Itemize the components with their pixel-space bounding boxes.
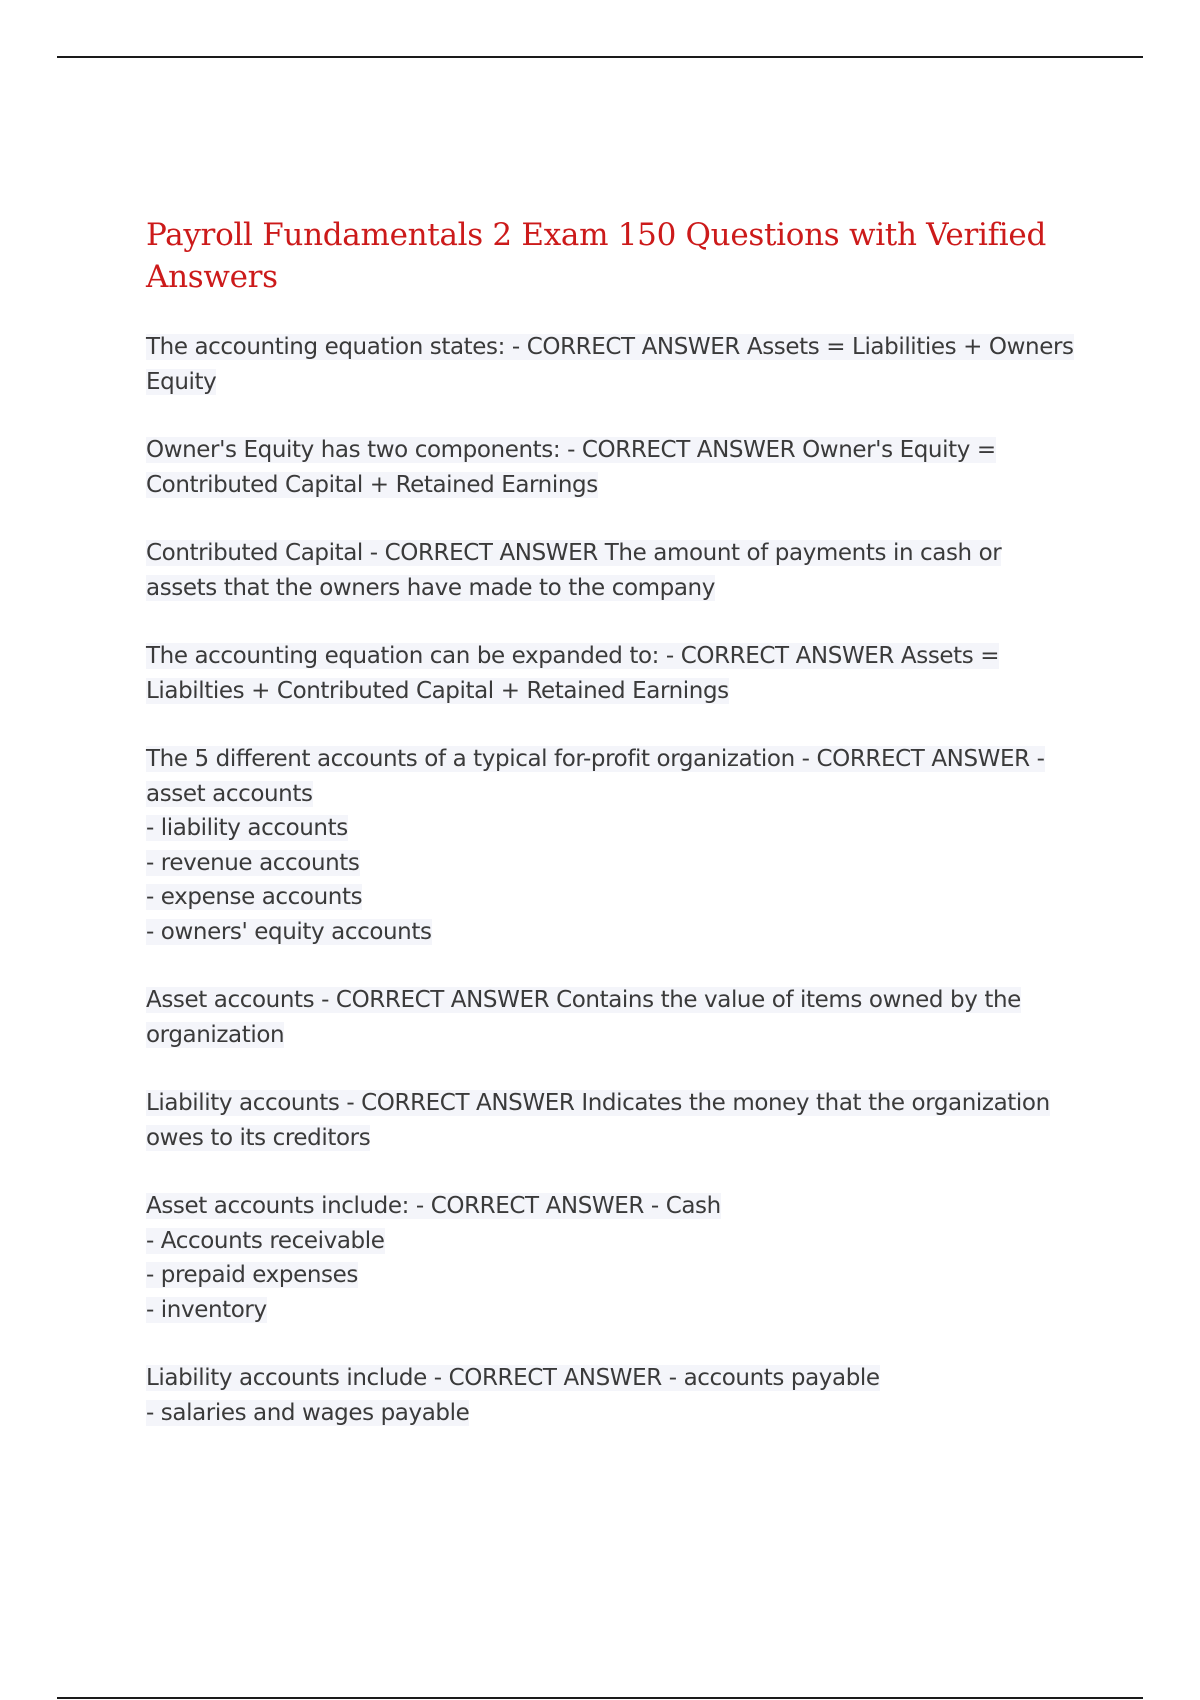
qa-line: - liability accounts	[146, 815, 348, 841]
qa-line: Contributed Capital + Retained Earnings	[146, 471, 598, 498]
qa-line: Asset accounts - CORRECT ANSWER Contains the value of items owned by the	[146, 987, 1021, 1013]
qa-line: organization	[146, 1021, 285, 1048]
qa-line: Owner's Equity has two components: - CORRECT ANSWER Owner's Equity =	[146, 437, 996, 463]
qa-entry	[146, 983, 1090, 1052]
qa-entry	[146, 639, 1090, 708]
qa-line: - revenue accounts	[146, 849, 360, 876]
qa-entry	[146, 433, 1090, 502]
qa-line: Liabilties + Contributed Capital + Retained Earnings	[146, 677, 729, 704]
qa-line: Liability accounts include - CORRECT ANSWER - accounts payable	[146, 1365, 880, 1391]
qa-line: Asset accounts include: - CORRECT ANSWER - Cash	[146, 1193, 721, 1219]
document-title: Payroll Fundamentals 2 Exam 150 Questions with Verified Answers	[146, 217, 1046, 295]
top-rule	[57, 56, 1143, 58]
bottom-rule	[57, 1697, 1143, 1699]
qa-entry	[146, 742, 1090, 949]
qa-line: - prepaid expenses	[146, 1262, 358, 1288]
qa-line: Contributed Capital - CORRECT ANSWER The amount of payments in cash or	[146, 540, 1002, 566]
qa-line: Liability accounts - CORRECT ANSWER Indicates the money that the organization	[146, 1090, 1050, 1116]
qa-line: owes to its creditors	[146, 1124, 371, 1151]
qa-entry	[146, 1086, 1090, 1155]
qa-line: The 5 different accounts of a typical for-profit organization - CORRECT ANSWER -	[146, 746, 1045, 772]
qa-line: - expense accounts	[146, 884, 363, 910]
qa-line: Equity	[146, 368, 217, 395]
qa-line: assets that the owners have made to the company	[146, 574, 715, 601]
qa-line: - Accounts receivable	[146, 1227, 385, 1254]
qa-entry	[146, 1189, 1090, 1327]
qa-line: The accounting equation can be expanded to: - CORRECT ANSWER Assets =	[146, 643, 1000, 669]
qa-line: asset accounts	[146, 780, 313, 807]
qa-entry	[146, 330, 1090, 399]
qa-entry	[146, 536, 1090, 605]
qa-list	[146, 330, 1090, 1430]
qa-entry	[146, 1361, 1090, 1430]
qa-line: The accounting equation states: - CORRECT ANSWER Assets = Liabilities + Owners	[146, 334, 1074, 360]
qa-line: - owners' equity accounts	[146, 918, 432, 945]
document-body	[146, 214, 1090, 1464]
qa-line: - salaries and wages payable	[146, 1399, 470, 1426]
qa-line: - inventory	[146, 1296, 267, 1323]
